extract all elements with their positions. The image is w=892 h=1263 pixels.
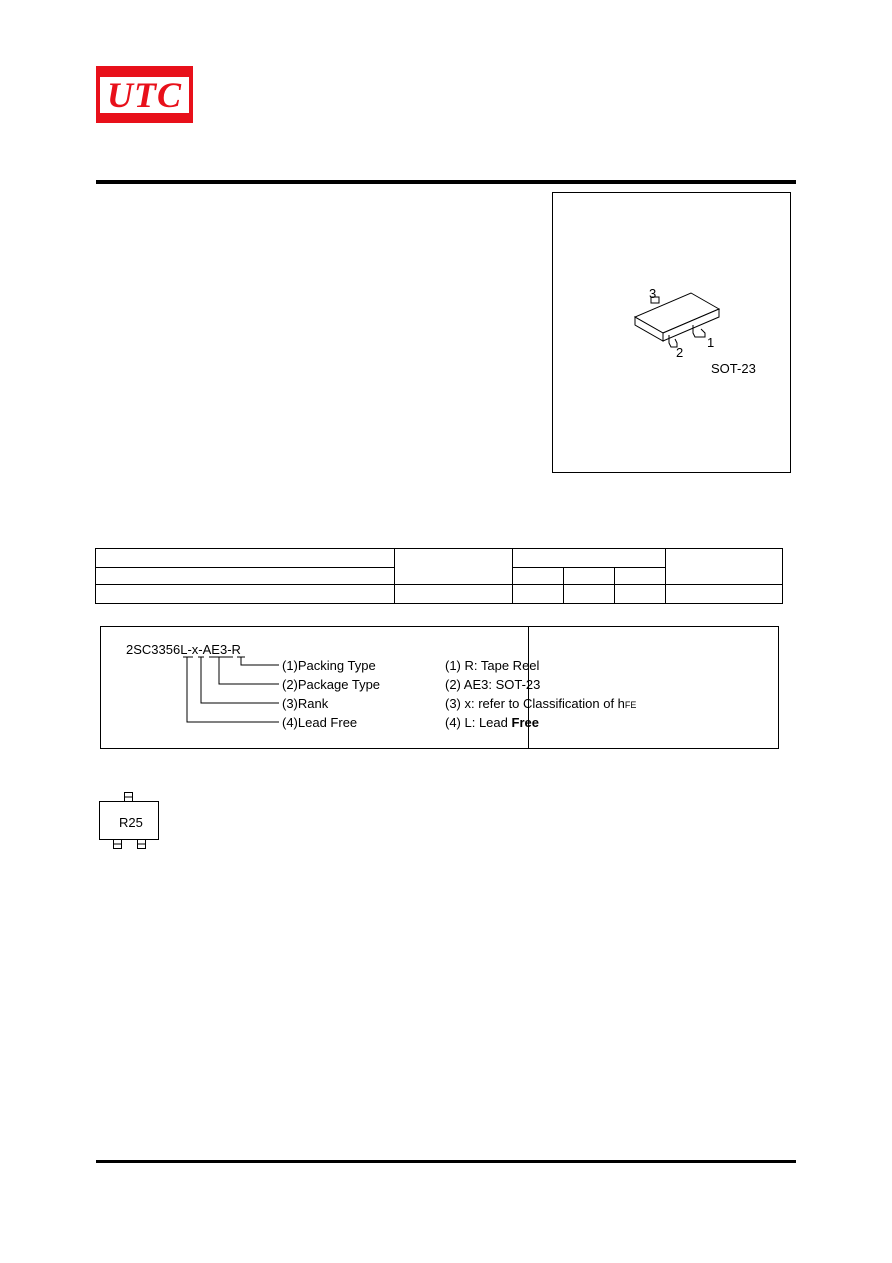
part-code: 2SC3356 bbox=[126, 642, 181, 657]
table-cell bbox=[513, 549, 666, 568]
table-cell bbox=[513, 568, 564, 585]
table-cell bbox=[96, 585, 395, 604]
pin-1-label: 1 bbox=[707, 335, 715, 350]
footer-rule bbox=[96, 1160, 796, 1163]
table-cell bbox=[666, 585, 783, 604]
ordering-code-box bbox=[100, 626, 779, 749]
table-cell bbox=[615, 568, 666, 585]
part-segment-packing: -R bbox=[227, 642, 241, 657]
table-cell bbox=[615, 585, 666, 604]
note-package: (2) AE3: SOT-23 bbox=[445, 677, 541, 692]
note-lead-free bbox=[445, 716, 539, 729]
note-rank bbox=[445, 697, 636, 710]
marking-code: R25 bbox=[119, 815, 143, 830]
note-packing: (1) R: Tape Reel bbox=[445, 658, 540, 673]
part-segment-package: AE3 bbox=[202, 642, 228, 657]
note-rank-subscript: FE bbox=[624, 700, 637, 710]
table-cell bbox=[513, 585, 564, 604]
part-segment-rank: -x- bbox=[187, 642, 203, 657]
logo-text: UTC bbox=[107, 74, 182, 115]
package-box bbox=[552, 192, 791, 473]
legend-package-type: (2)Package Type bbox=[282, 677, 381, 692]
note-lead-free-bold: Free bbox=[511, 715, 539, 730]
part-segment-lead-free: L bbox=[180, 642, 188, 657]
legend-rank: (3)Rank bbox=[282, 696, 329, 711]
utc-logo bbox=[96, 66, 193, 123]
table-cell bbox=[395, 585, 513, 604]
pin-2-label: 2 bbox=[676, 345, 684, 360]
logo-inner bbox=[100, 74, 189, 115]
ordering-table bbox=[95, 548, 783, 604]
table-cell bbox=[564, 568, 615, 585]
legend-lead-free: (4)Lead Free bbox=[282, 715, 358, 730]
sot23-package-drawing bbox=[553, 193, 792, 474]
table-cell bbox=[96, 549, 395, 568]
note-lead-free-text: (4) L: Lead bbox=[445, 715, 512, 730]
package-name: SOT-23 bbox=[711, 361, 756, 376]
header-rule bbox=[96, 180, 796, 184]
table-cell bbox=[564, 585, 615, 604]
table-cell bbox=[666, 549, 783, 585]
legend-packing-type: (1)Packing Type bbox=[282, 658, 376, 673]
pin-3-label: 3 bbox=[649, 286, 657, 301]
table-cell bbox=[96, 568, 395, 585]
note-rank-text: (3) x: refer to Classification of h bbox=[445, 696, 625, 711]
table-cell bbox=[395, 549, 513, 585]
